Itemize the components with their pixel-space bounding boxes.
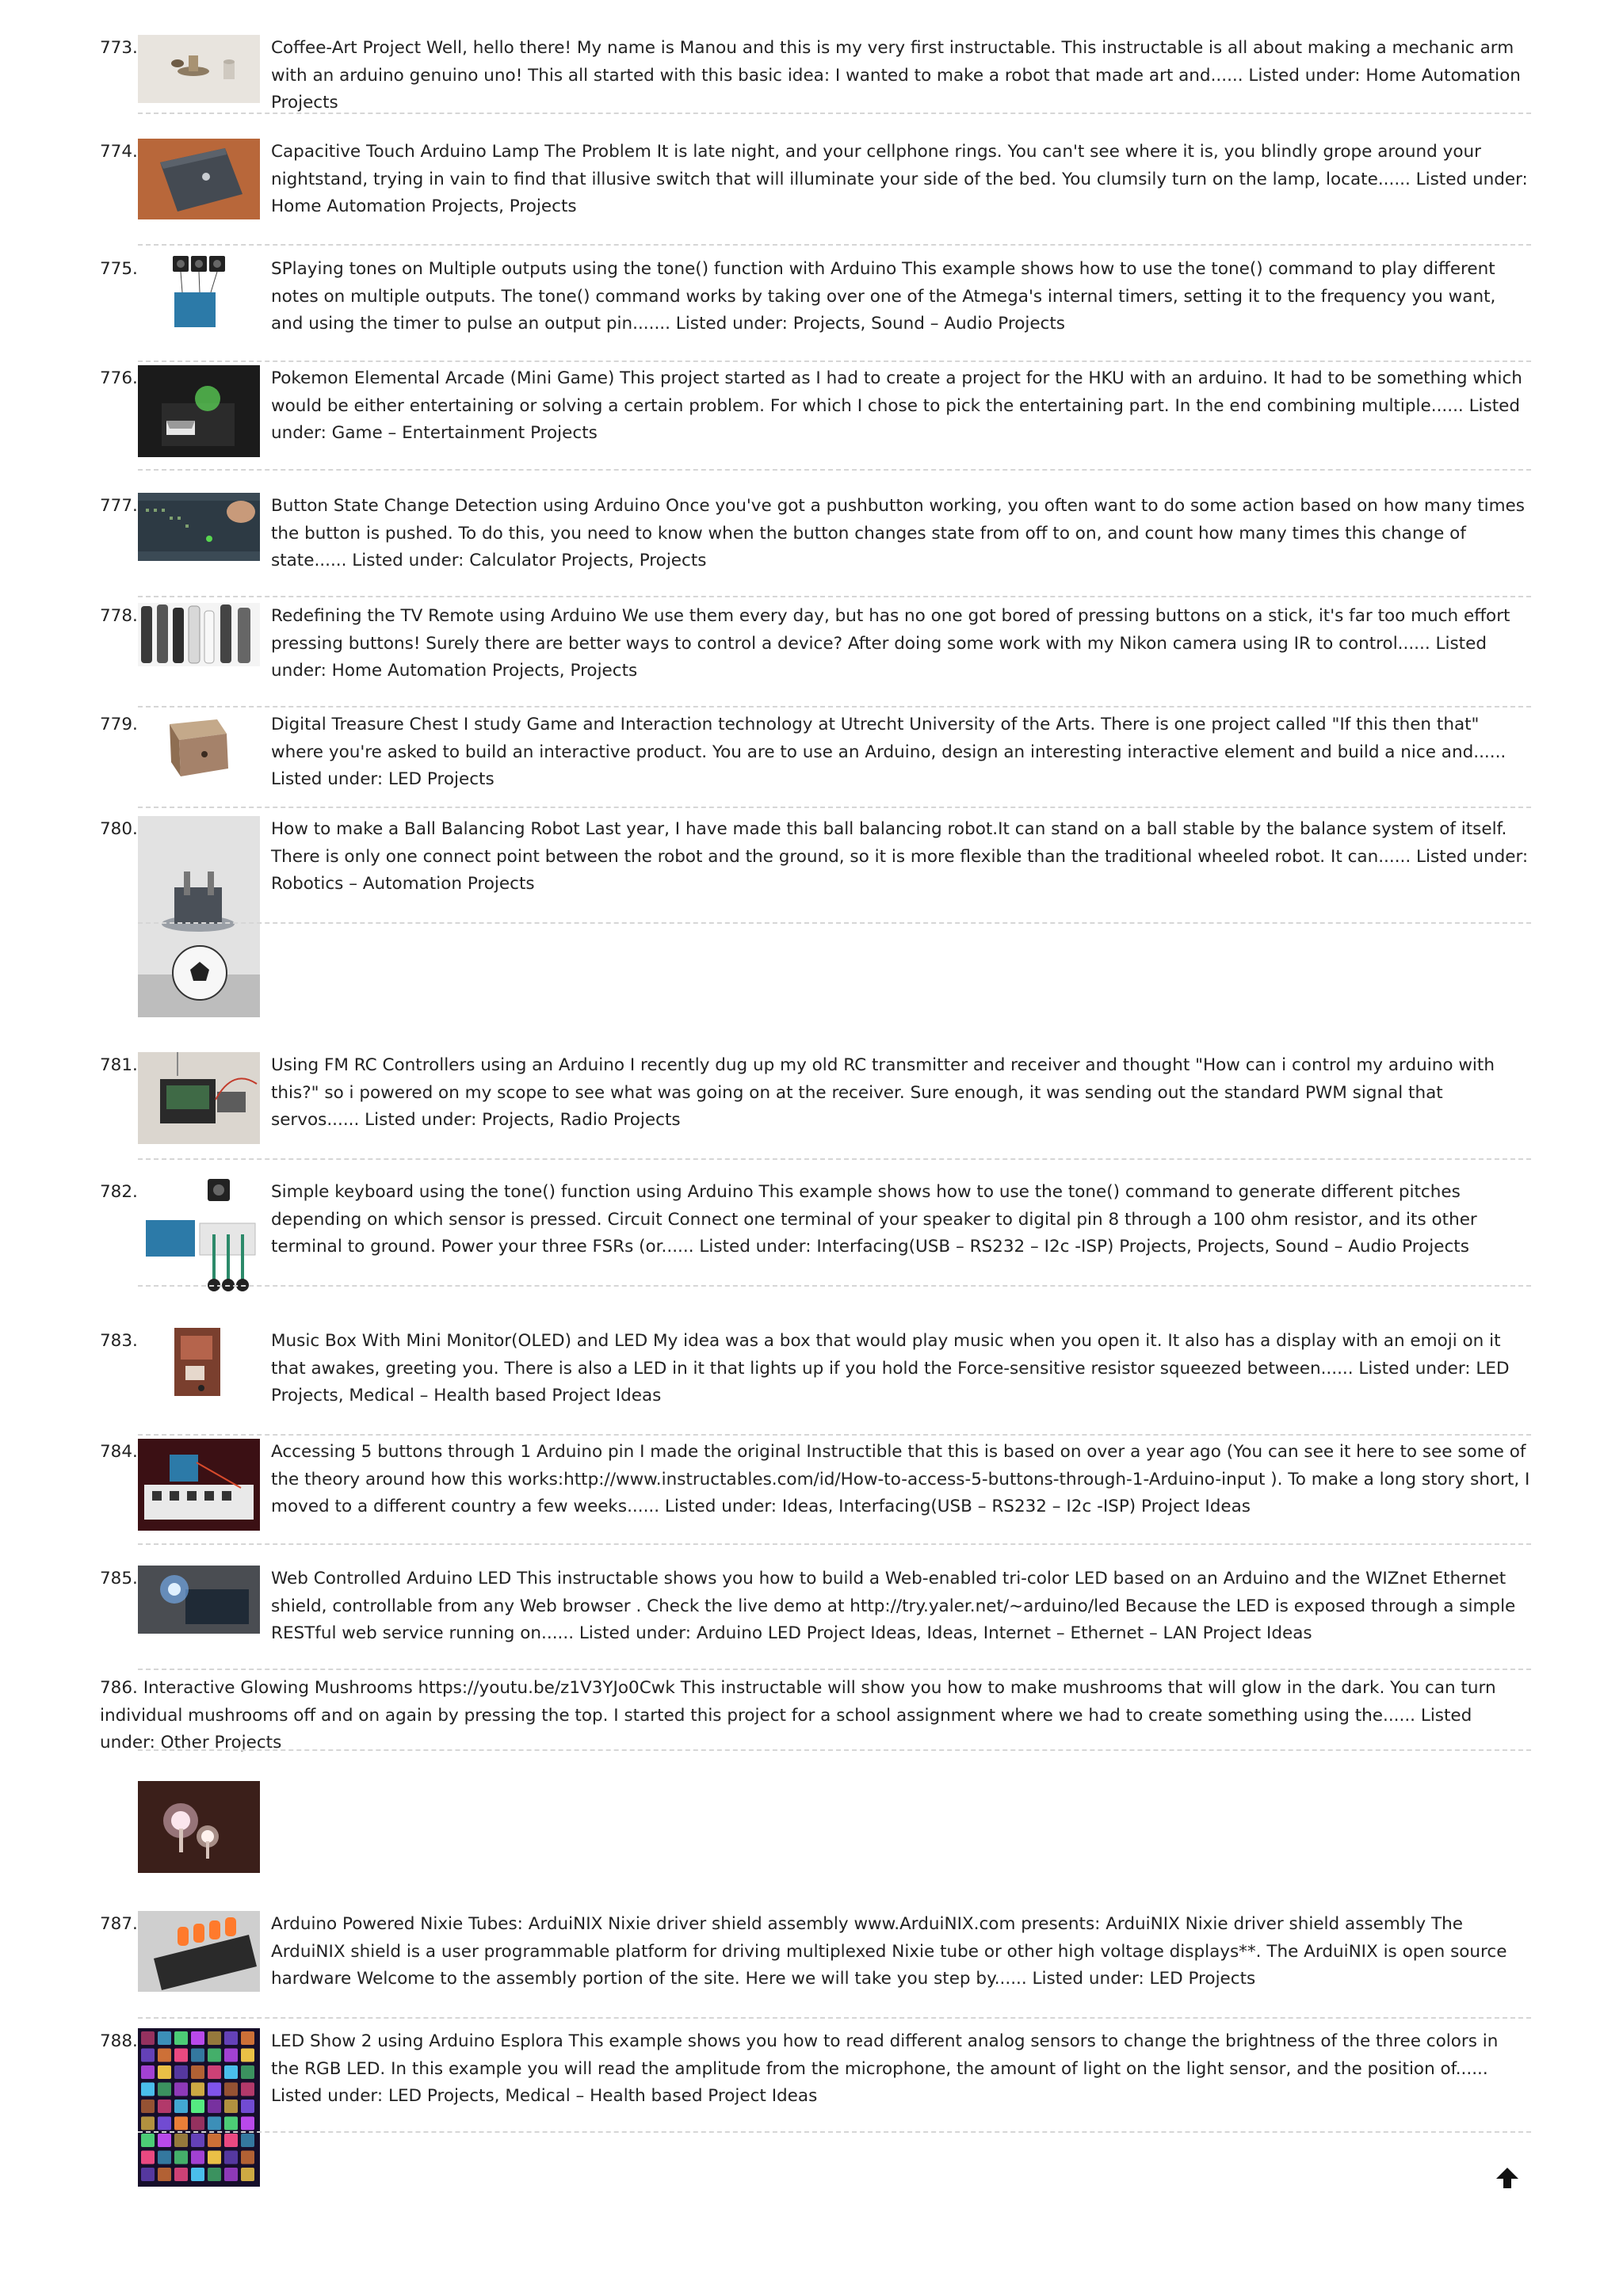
led-cell [208, 2168, 221, 2181]
touch-lamp-photo-icon [138, 139, 260, 219]
arrow-up-icon [1491, 2161, 1523, 2193]
led-cell [191, 2083, 204, 2096]
led-cell [191, 2031, 204, 2045]
item-divider [138, 1669, 1531, 1670]
item-divider [138, 113, 1531, 114]
item-description[interactable]: Using FM RC Controllers using an Arduino I recently dug up my old RC transmitter and receiver and thought "How can i control my arduino with this?" so i powered on my scope to see what was going on at the receiver. Sure enough, it was sending out the standard PWM signal that servos...... Listed under: Projects, Radio Projects [271, 1055, 1495, 1130]
led-cell [174, 2151, 188, 2164]
item-description[interactable]: Capacitive Touch Arduino Lamp The Problem It is late night, and your cellphone rings. You can't see where it is, you blindly grope around your nightstand, trying in vain to find that illusive switch that will illuminate your side of the bed. You clumsily turn on the lamp, locate...... Listed under: Home Automation Projects, Projects [271, 142, 1528, 216]
item-description[interactable]: Coffee-Art Project Well, hello there! My name is Manou and this is my very first instructable. This instructable is all about making a mechanic arm with an arduino genuino uno! This all started with this basic idea: I wanted to make a robot that made art and...... Listed under: Home Automation Projects [271, 38, 1521, 113]
led-cell [174, 2049, 188, 2062]
led-cell [158, 2031, 171, 2045]
led-cell [224, 2151, 238, 2164]
item-divider [138, 1749, 1531, 1751]
led-cell [141, 2134, 155, 2147]
item-thumbnail[interactable] [138, 711, 260, 780]
item-divider [138, 922, 1531, 924]
tv-remotes-photo-icon [138, 603, 260, 666]
led-cell [224, 2049, 238, 2062]
back-to-top-button[interactable] [1491, 2161, 1523, 2193]
led-cell [141, 2168, 155, 2181]
item-number: 783. [100, 1331, 138, 1351]
led-cell [141, 2117, 155, 2130]
item-description[interactable]: Pokemon Elemental Arcade (Mini Game) This project started as I had to create a project for the HKU with an arduino. It had to be something which would be either entertaining or solving a certain problem. For which I chose to pick the entertaining part. In the end combining multiple...... Listed under: Game – Entertainment Projects [271, 368, 1522, 443]
led-cell [174, 2100, 188, 2113]
led-cell [224, 2031, 238, 2045]
item-description[interactable]: Simple keyboard using the tone() function using Arduino This example shows how to use the tone() command to generate different pitches depending on which sensor is pressed. Circuit Connect one terminal of your speaker to digital pin 8 through a 100 ohm resistor, and its other terminal to ground. Power your three FSRs (or...... Listed under: Interfacing(USB – RS232 – I2c -ISP) Projects, Projects, Sound – Audio Projects [271, 1182, 1477, 1257]
item-thumbnail[interactable] [138, 493, 260, 561]
item-thumbnail[interactable] [138, 1439, 260, 1531]
item-number: 776. [100, 368, 138, 388]
led-cell [241, 2083, 254, 2096]
led-cell [191, 2151, 204, 2164]
item-divider [138, 360, 1531, 362]
rc-controller-photo-icon [138, 1052, 260, 1144]
item-thumbnail[interactable] [138, 256, 260, 335]
item-number: 785. [100, 1569, 138, 1589]
item-number: 784. [100, 1442, 138, 1462]
arcade-photo-icon [138, 365, 260, 457]
item-divider [138, 2131, 1531, 2133]
led-cell [158, 2134, 171, 2147]
item-description[interactable]: Web Controlled Arduino LED This instructable shows you how to build a Web-enabled tri-color LED based on an Arduino and the WIZnet Ethernet shield, controllable from any Web browser . Check the live demo at http://try.yaler.net/~arduino/led Because the LED is exposed through a simple RESTful web service running on...... Listed under: Arduino LED Project Ideas, Ideas, Internet – Ethernet – LAN Project Ideas [271, 1569, 1516, 1643]
led-cell [224, 2100, 238, 2113]
led-cell [208, 2031, 221, 2045]
five-buttons-photo-icon [138, 1439, 260, 1531]
led-cell [208, 2049, 221, 2062]
item-divider [138, 244, 1531, 246]
led-cell [208, 2083, 221, 2096]
item-divider [138, 469, 1531, 471]
led-cell [191, 2168, 204, 2181]
item-description[interactable]: Arduino Powered Nixie Tubes: ArduiNIX Nixie driver shield assembly www.ArduiNIX.com presents: ArduiNIX Nixie driver shield assembly The ArduiNIX shield is a user programmable platform for driving multiplexed Nixie tube or other high voltage displays**. The ArduiNIX is open source hardware Welcome to the assembly portion of the site. Here we will take you step by...... Listed under: LED Projects [271, 1914, 1507, 1989]
led-cell [191, 2049, 204, 2062]
item-description[interactable]: How to make a Ball Balancing Robot Last year, I have made this ball balancing robot.It can stand on a ball stable by the balance system of itself. There is only one connect point between the robot and the ground, so it is more flexible than the traditional wheeled robot. It can...... Listed under: Robotics – Automation Projects [271, 819, 1529, 894]
item-divider [138, 1434, 1531, 1436]
item-description[interactable]: SPlaying tones on Multiple outputs using the tone() function with Arduino This example shows how to use the tone() command to play different notes on multiple outputs. The tone() command works by taking over one of the Atmega's internal timers, setting it to the frequency you want, and using the timer to pulse an output pin....... Listed under: Projects, Sound – Audio Projects [271, 259, 1496, 334]
item-description-text: Interactive Glowing Mushrooms https://youtu.be/z1V3YJo0Cwk This instructable will show you how to make mushrooms that will glow in the dark. You can turn individual mushrooms off and on again by pressing the top. I started this project for a school assignment where we had to create something using the...... Listed under: Other Projects [100, 1678, 1496, 1753]
led-cell [241, 2031, 254, 2045]
item-number: 774. [100, 142, 138, 162]
item-thumbnail[interactable] [138, 139, 260, 219]
led-cell [208, 2117, 221, 2130]
item-description[interactable]: Button State Change Detection using Arduino Once you've got a pushbutton working, you often want to do some action based on how many times the button is pushed. To do this, you need to know when the button changes state from off to on, and count how many times this change of state...... Listed under: Calculator Projects, Projects [271, 496, 1525, 570]
item-divider [138, 1158, 1531, 1160]
item-thumbnail[interactable] [138, 1566, 260, 1634]
item-thumbnail[interactable] [138, 603, 260, 666]
item-divider [138, 706, 1531, 707]
led-cell [174, 2117, 188, 2130]
item-divider [138, 596, 1531, 597]
led-cell [174, 2134, 188, 2147]
item-number: 773. [100, 38, 138, 58]
led-cell [141, 2083, 155, 2096]
led-cell [224, 2168, 238, 2181]
item-thumbnail[interactable] [138, 1781, 260, 1873]
item-number: 778. [100, 606, 138, 626]
led-cell [224, 2117, 238, 2130]
led-cell [158, 2151, 171, 2164]
item-thumbnail[interactable] [138, 35, 260, 103]
item-number: 777. [100, 496, 138, 516]
item-divider [138, 1285, 1531, 1287]
item-thumbnail[interactable] [138, 816, 260, 1017]
led-cell [141, 2031, 155, 2045]
item-number: 775. [100, 259, 138, 279]
led-cell [191, 2117, 204, 2130]
led-cell [191, 2134, 204, 2147]
item-thumbnail[interactable] [138, 2028, 260, 2187]
item-thumbnail[interactable] [138, 365, 260, 457]
led-cell [241, 2065, 254, 2079]
led-cell [141, 2065, 155, 2079]
keyboard-circuit-icon [138, 1179, 260, 1293]
led-cell [141, 2151, 155, 2164]
breadboard-photo-icon [138, 493, 260, 561]
music-box-photo-icon [138, 1328, 260, 1396]
item-description[interactable]: LED Show 2 using Arduino Esplora This example shows you how to read different analog sensors to change the brightness of the three colors in the RGB LED. In this example you will read the amplitude from the microphone, the amount of light on the light sensor, and the position of...... Listed under: LED Projects, Medical – Health based Project Ideas [271, 2031, 1499, 2106]
led-cell [241, 2117, 254, 2130]
led-cell [141, 2049, 155, 2062]
led-cell [174, 2083, 188, 2096]
item-description[interactable] [100, 1675, 1531, 1757]
led-cell [174, 2031, 188, 2045]
item-divider [138, 2017, 1531, 2019]
item-description[interactable]: Accessing 5 buttons through 1 Arduino pin I made the original Instructible that this is based on over a year ago (You can see it here to see some of the theory around how this works:http://www.instructables.com/id/How-to-access-5-buttons-through-1-Arduino-input ). To make a long story short, I moved to a different country a few weeks...... Listed under: Ideas, Interfacing(USB – RS232 – I2c -ISP) Project Ideas [271, 1442, 1530, 1516]
led-cell [158, 2168, 171, 2181]
item-thumbnail[interactable] [138, 1052, 260, 1144]
led-cell [208, 2134, 221, 2147]
treasure-chest-photo-icon [138, 711, 260, 780]
glowing-mushrooms-photo-icon [138, 1781, 260, 1873]
nixie-tubes-photo-icon [138, 1911, 260, 1992]
web-led-photo-icon [138, 1566, 260, 1634]
speakers-circuit-icon [138, 256, 260, 335]
led-cell [208, 2065, 221, 2079]
item-number: 779. [100, 715, 138, 734]
led-cell [141, 2100, 155, 2113]
led-cell [174, 2065, 188, 2079]
item-number: 782. [100, 1182, 138, 1202]
item-number: 786. [100, 1678, 138, 1698]
item-divider [138, 807, 1531, 808]
item-divider [138, 1543, 1531, 1545]
led-cell [174, 2168, 188, 2181]
item-thumbnail[interactable] [138, 1328, 260, 1396]
led-cell [241, 2134, 254, 2147]
led-cell [208, 2100, 221, 2113]
led-cell [241, 2151, 254, 2164]
item-number: 787. [100, 1914, 138, 1934]
item-thumbnail[interactable] [138, 1179, 260, 1293]
coffee-art-photo-icon [138, 35, 260, 103]
led-cell [241, 2168, 254, 2181]
led-cell [191, 2065, 204, 2079]
ball-robot-photo-icon [138, 816, 260, 1017]
led-cell [158, 2049, 171, 2062]
item-number: 788. [100, 2031, 138, 2051]
led-cell [224, 2134, 238, 2147]
item-number: 780. [100, 819, 138, 839]
item-description[interactable]: Redefining the TV Remote using Arduino We use them every day, but has no one got bored of pressing buttons on a stick, it's far too much effort pressing buttons! Surely there are better ways to control a device? After doing some work with my Nikon camera using IR to control...... Listed under: Home Automation Projects, Projects [271, 606, 1510, 681]
item-number: 781. [100, 1055, 138, 1075]
led-cell [158, 2117, 171, 2130]
item-description[interactable]: Digital Treasure Chest I study Game and Interaction technology at Utrecht University of the Arts. There is one project called "If this then that" where you're asked to build an interactive product. You are to use an Arduino, design an interesting interactive element and build a nice and...... Listed under: LED Projects [271, 715, 1507, 789]
item-thumbnail[interactable] [138, 1911, 260, 1992]
led-cell [241, 2049, 254, 2062]
led-cell [158, 2083, 171, 2096]
led-grid-photo-icon [138, 2028, 260, 2187]
item-description[interactable]: Music Box With Mini Monitor(OLED) and LED My idea was a box that would play music when you open it. It also has a display with an emoji on it that awakes, greeting you. There is also a LED in it that lights up if you hold the Force-sensitive resistor squeezed between...... Listed under: LED Projects, Medical – Health based Project Ideas [271, 1331, 1510, 1405]
led-cell [241, 2100, 254, 2113]
led-cell [208, 2151, 221, 2164]
led-cell [158, 2065, 171, 2079]
led-cell [224, 2065, 238, 2079]
led-cell [224, 2083, 238, 2096]
led-cell [191, 2100, 204, 2113]
led-cell [158, 2100, 171, 2113]
